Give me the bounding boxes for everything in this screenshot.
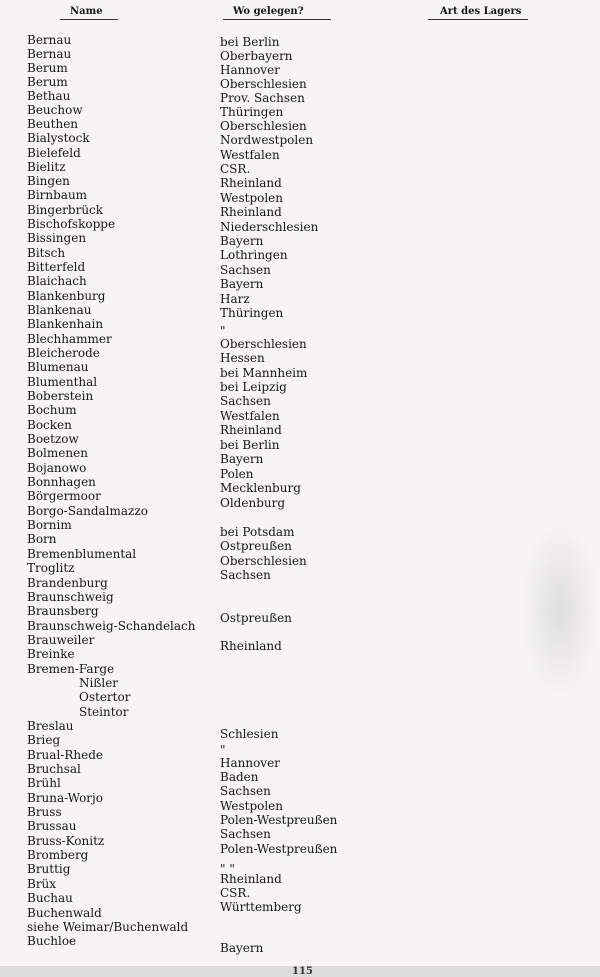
page-number: 115 — [292, 966, 313, 977]
location-entry: Sachsen — [220, 263, 271, 277]
location-entry: Rheinland — [220, 639, 282, 653]
location-entry: Westpolen — [220, 799, 284, 813]
location-entry: bei Mannheim — [220, 366, 308, 380]
name-entry: Bielefeld — [27, 146, 81, 160]
location-entry: Oberschlesien — [220, 77, 307, 91]
name-entry: siehe Weimar/Buchenwald — [27, 920, 189, 934]
name-entry: Bromberg — [27, 848, 89, 862]
location-entry: Rheinland — [220, 176, 282, 190]
scan-smudge — [520, 520, 600, 700]
name-entry: Börgermoor — [27, 489, 101, 503]
location-entry: Bayern — [220, 941, 264, 955]
name-entry: Brual-Rhede — [27, 748, 103, 762]
location-entry: Bayern — [220, 452, 264, 466]
name-entry: Bielitz — [27, 160, 66, 174]
name-entry: Bruna-Worjo — [27, 791, 103, 805]
name-entry: Brühl — [27, 776, 61, 790]
name-entry: Bernau — [27, 33, 72, 47]
name-entry: Ostertor — [79, 690, 131, 704]
name-entry: Braunschweig — [27, 590, 114, 604]
location-entry: Niederschlesien — [220, 220, 319, 234]
header-name-rule — [60, 19, 118, 20]
name-entry: Bruttig — [27, 862, 71, 876]
name-entry: Bremenblumental — [27, 547, 137, 561]
location-entry: bei Berlin — [220, 438, 280, 452]
name-entry: Braunschweig-Schandelach — [27, 619, 196, 633]
name-entry: Buchloe — [27, 934, 77, 948]
location-entry: Sachsen — [220, 827, 271, 841]
name-entry: Bojanowo — [27, 461, 87, 475]
name-entry: Bochum — [27, 403, 77, 417]
name-entry: Bocken — [27, 418, 72, 432]
location-entry: Schlesien — [220, 727, 279, 741]
name-entry: Brieg — [27, 733, 61, 747]
location-entry: Rheinland — [220, 423, 282, 437]
name-entry: Brüx — [27, 877, 57, 891]
name-entry: Bruss-Konitz — [27, 834, 105, 848]
location-entry: Sachsen — [220, 784, 271, 798]
location-entry: Thüringen — [220, 306, 284, 320]
location-entry: Sachsen — [220, 568, 271, 582]
location-entry: Polen — [220, 467, 254, 481]
name-entry: Beuthen — [27, 117, 79, 131]
header-name: Name — [70, 6, 103, 17]
location-entry: Rheinland — [220, 205, 282, 219]
name-entry: Beuchow — [27, 103, 83, 117]
location-entry: Hannover — [220, 63, 280, 77]
name-entry: Blankenburg — [27, 289, 106, 303]
name-entry: Blankenhain — [27, 317, 104, 331]
name-entry: Berum — [27, 75, 68, 89]
name-entry: Breslau — [27, 719, 74, 733]
name-entry: Breinke — [27, 647, 75, 661]
name-entry: Bitterfeld — [27, 260, 86, 274]
name-entry: Buchenwald — [27, 906, 102, 920]
name-entry: Brandenburg — [27, 576, 108, 590]
location-entry: " " — [220, 862, 235, 876]
name-entry: Berum — [27, 61, 68, 75]
name-entry: Bolmenen — [27, 446, 88, 460]
location-entry: Oberbayern — [220, 49, 293, 63]
header-type-rule — [428, 19, 528, 20]
location-entry: bei Potsdam — [220, 525, 295, 539]
name-entry: Blaichach — [27, 274, 87, 288]
name-entry: Brauweiler — [27, 633, 95, 647]
location-entry: Oberschlesien — [220, 554, 307, 568]
location-entry: Lothringen — [220, 248, 288, 262]
location-entry: bei Berlin — [220, 35, 280, 49]
name-entry: Born — [27, 532, 57, 546]
location-entry: Oberschlesien — [220, 337, 307, 351]
location-entry: Westfalen — [220, 148, 280, 162]
location-entry: Prov. Sachsen — [220, 91, 305, 105]
location-entry: " — [220, 743, 226, 757]
name-entry: Bingen — [27, 174, 70, 188]
location-entry: Westpolen — [220, 191, 284, 205]
location-entry: Oberschlesien — [220, 119, 307, 133]
location-entry: Westfalen — [220, 409, 280, 423]
name-entry: Blumenau — [27, 360, 89, 374]
name-entry: Bethau — [27, 89, 71, 103]
name-entry: Blechhammer — [27, 332, 112, 346]
location-entry: Rheinland — [220, 872, 282, 886]
name-entry: Brussau — [27, 819, 77, 833]
name-entry: Buchau — [27, 891, 73, 905]
name-entry: Bruss — [27, 805, 62, 819]
location-entry: Oldenburg — [220, 496, 286, 510]
location-entry: CSR. — [220, 886, 251, 900]
location-entry: CSR. — [220, 162, 251, 176]
location-entry: Harz — [220, 292, 250, 306]
name-entry: Troglitz — [27, 561, 75, 575]
name-entry: Braunsberg — [27, 604, 99, 618]
name-entry: Bonnhagen — [27, 475, 96, 489]
name-entry: Borgo-Sandalmazzo — [27, 504, 148, 518]
location-entry: Nordwestpolen — [220, 133, 314, 147]
location-entry: Hannover — [220, 756, 280, 770]
location-entry: " — [220, 324, 226, 338]
header-type: Art des Lagers — [440, 6, 522, 17]
location-entry: Bayern — [220, 234, 264, 248]
name-entry: Boberstein — [27, 389, 94, 403]
header-location: Wo gelegen? — [233, 6, 304, 17]
header-location-rule — [223, 19, 331, 20]
location-entry: Württemberg — [220, 900, 302, 914]
location-entry: Ostpreußen — [220, 611, 292, 625]
name-entry: Steintor — [79, 705, 129, 719]
name-entry: Bischofskoppe — [27, 217, 116, 231]
name-entry: Blumenthal — [27, 375, 98, 389]
location-entry: Ostpreußen — [220, 539, 292, 553]
name-entry: Bornim — [27, 518, 72, 532]
name-entry: Bitsch — [27, 246, 66, 260]
location-entry: Mecklenburg — [220, 481, 301, 495]
name-entry: Bissingen — [27, 231, 87, 245]
name-entry: Bernau — [27, 47, 72, 61]
location-entry: Bayern — [220, 277, 264, 291]
name-entry: Bruchsal — [27, 762, 81, 776]
location-entry: Hessen — [220, 351, 265, 365]
name-entry: Bingerbrück — [27, 203, 104, 217]
location-entry: Polen-Westpreußen — [220, 842, 338, 856]
name-entry: Bialystock — [27, 131, 90, 145]
name-entry: Blankenau — [27, 303, 92, 317]
location-entry: Thüringen — [220, 105, 284, 119]
location-entry: Polen-Westpreußen — [220, 813, 338, 827]
location-entry: Baden — [220, 770, 259, 784]
name-entry: Bremen-Farge — [27, 662, 115, 676]
location-entry: Sachsen — [220, 394, 271, 408]
name-entry: Bleicherode — [27, 346, 100, 360]
name-entry: Nißler — [79, 676, 119, 690]
name-entry: Birnbaum — [27, 188, 88, 202]
name-entry: Boetzow — [27, 432, 79, 446]
location-entry: bei Leipzig — [220, 380, 287, 394]
